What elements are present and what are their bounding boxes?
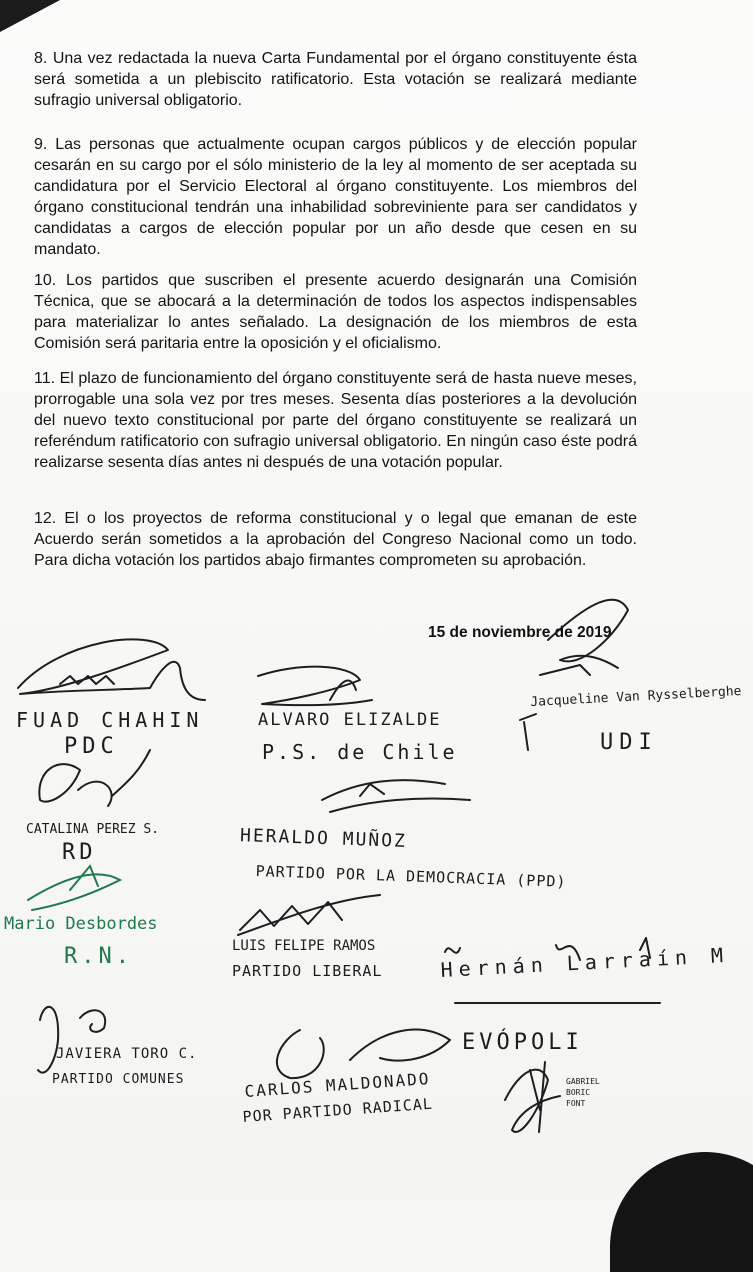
- munoz-signature: [322, 780, 470, 812]
- signatory-elizalde-name: ALVARO ELIZALDE: [258, 710, 442, 730]
- signatory-desbordes-party: R.N.: [64, 944, 133, 969]
- clause-12: 12. El o los proyectos de reforma constitucional y o legal que emanan de este Acuerdo serán sometidos a la aprobación del Congreso Nacional como un todo. Para dicha votación los partidos abajo firmantes comprometen su aprobación.: [34, 510, 637, 569]
- signatory-desbordes-name: Mario Desbordes: [4, 914, 158, 934]
- signatory-perez-name: CATALINA PEREZ S.: [26, 822, 160, 837]
- signatory-chahin-name: FUAD CHAHIN: [16, 708, 204, 732]
- signatory-munoz-party: PARTIDO POR LA DEMOCRACIA (PPD): [255, 862, 567, 891]
- chahin-signature: [18, 639, 205, 700]
- signatory-maldonado-name: CARLOS MALDONADO: [244, 1069, 431, 1101]
- signatory-perez-party: RD: [62, 840, 97, 865]
- boric-signature: [505, 1062, 560, 1132]
- signatory-toro-party: PARTIDO COMUNES: [52, 1072, 185, 1087]
- signatory-ramos-name: LUIS FELIPE RAMOS: [232, 938, 376, 954]
- clause-8: 8. Una vez redactada la nueva Carta Fundamental por el órgano constituyente ésta será sometida a un plebiscito ratificatorio. Esta votación se realizará mediante sufragio universal obligatorio.: [34, 50, 637, 109]
- signatory-munoz-name: HERALDO MUÑOZ: [239, 825, 408, 852]
- clause-10: 10. Los partidos que suscriben el presente acuerdo designarán una Comisión Técnica, que se abocará a la determinación de todos los aspectos indispensables para materializar lo antes señalado. La designación de los miembros de esta Comisión será paritaria entre la oposición y el oficialismo.: [34, 272, 637, 352]
- signatory-chahin-party: PDC: [64, 734, 119, 759]
- signatory-maldonado-party: POR PARTIDO RADICAL: [242, 1094, 434, 1126]
- ramos-signature: [238, 895, 380, 935]
- document-date: 15 de noviembre de 2019: [428, 624, 612, 641]
- toro-signature: [38, 1007, 105, 1073]
- signatory-vanrysselberghe-party: UDI: [600, 730, 658, 755]
- signatory-ramos-party: PARTIDO LIBERAL: [232, 962, 383, 980]
- desbordes-signature: [28, 866, 120, 910]
- signatory-boric-name: GABRIEL BORIC FONT: [566, 1077, 600, 1108]
- elizalde-signature: [258, 667, 372, 706]
- signatory-larrain-name: Hernán Larraín M: [440, 942, 730, 982]
- clause-11: 11. El plazo de funcionamiento del órgano constituyente será de hasta nueve meses, prorrogable una sola vez por tres meses. Sesenta días posteriores a la devolución del nuevo texto constitucional por parte del órgano constituyente se realizará un referéndum ratificatorio con sufragio universal obligatorio. En ningún caso éste podrá realizarse sesenta días antes ni después de una votación popular.: [34, 370, 637, 471]
- signatory-vanrysselberghe-name: Jacqueline Van Rysselberghe: [530, 683, 742, 710]
- vanrysselberghe-signature: [540, 600, 628, 675]
- clause-9: 9. Las personas que actualmente ocupan cargos públicos y de elección popular cesarán en su cargo por el sólo ministerio de la ley al momento de ser aceptada su candidatura por el Servicio Electoral al órgano constituyente. Los miembros del órgano constitucional tendrán una inhabilidad sobreviniente para ser candidatos y candidatas a cargos de elección popular por un año desde que cesen en su mandato.: [34, 136, 637, 258]
- signatory-toro-name: JAVIERA TORO C.: [56, 1046, 198, 1062]
- signatory-evopoli: EVÓPOLI: [462, 1030, 583, 1055]
- signatory-elizalde-party: P.S. de Chile: [262, 740, 458, 764]
